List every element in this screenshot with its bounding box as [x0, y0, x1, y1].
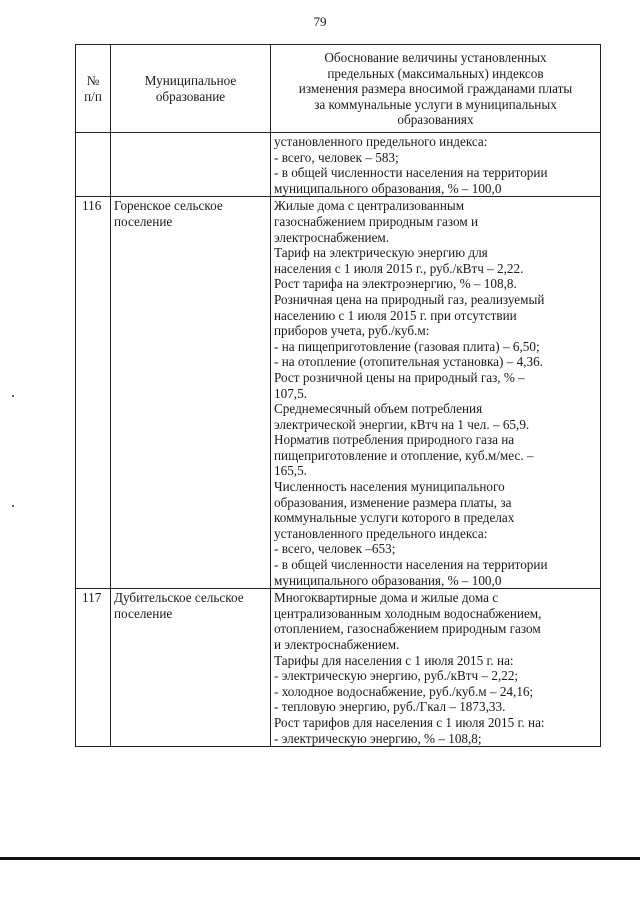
- row-justification: Многоквартирные дома и жилые дома с централизованным холодным водоснабжением, отоплением, газоснабжением природным газом и электроснабжением. Тарифы для населения с 1 июля 2015 г. на: - электрическую энергию, руб./кВтч – 2,22; - холодное водоснабжение, руб./куб.м – 24,16; - тепловую энергию, руб./Гкал – 1873,33. Рост тарифов для населения с 1 июля 2015 г. на: - электрическую энергию, % – 108,8;: [271, 589, 601, 747]
- table-row: [76, 197, 601, 589]
- header-municipality: Муниципальное образование: [111, 45, 271, 133]
- row-municipality: Дубительское сельское поселение: [111, 589, 271, 747]
- row-municipality: Горенское сельское поселение: [111, 197, 271, 589]
- row-municipality: [111, 133, 271, 197]
- row-num: 117: [76, 589, 111, 747]
- header-justification: Обоснование величины установленных предельных (максимальных) индексов изменения размера вносимой гражданами платы за коммунальные услуги в муниципальных образованиях: [271, 45, 601, 133]
- header-num: № п/п: [76, 45, 111, 133]
- table-row: [76, 589, 601, 747]
- table-header-row: [76, 45, 601, 133]
- scan-speck: [12, 395, 14, 397]
- scan-speck: [12, 505, 14, 507]
- table-row: [76, 133, 601, 197]
- row-num: [76, 133, 111, 197]
- tariff-table: [75, 44, 601, 747]
- row-justification: Жилые дома с централизованным газоснабжением природным газом и электроснабжением. Тариф на электрическую энергию для населения с 1 июля 2015 г., руб./кВтч – 2,22. Рост тарифа на электроэнергию, % – 108,8. Розничная цена на природный газ, реализуемый населению с 1 июля 2015 г. при отсутствии приборов учета, руб./куб.м: - на пищеприготовление (газовая плита) – 6,50; - на отопление (отопительная установка) – 4,36. Рост розничной цены на природный газ, % – 107,5. Среднемесячный объем потребления электрической энергии, кВтч на 1 чел. – 65,9. Норматив потребления природного газа на пищеприготовление и отопление, куб.м/мес. – 165,5. Численность населения муниципального образования, изменение размера платы, за коммунальные услуги которого в пределах установленного предельного индекса: - всего, человек –653; - в общей численности населения на территории муниципального образования, % – 100,0: [271, 197, 601, 589]
- row-num: 116: [76, 197, 111, 589]
- page-number: 79: [313, 14, 327, 29]
- scan-edge-rule: [0, 857, 640, 860]
- row-justification: установленного предельного индекса: - всего, человек – 583; - в общей численности населения на территории муниципального образования, % – 100,0: [271, 133, 601, 197]
